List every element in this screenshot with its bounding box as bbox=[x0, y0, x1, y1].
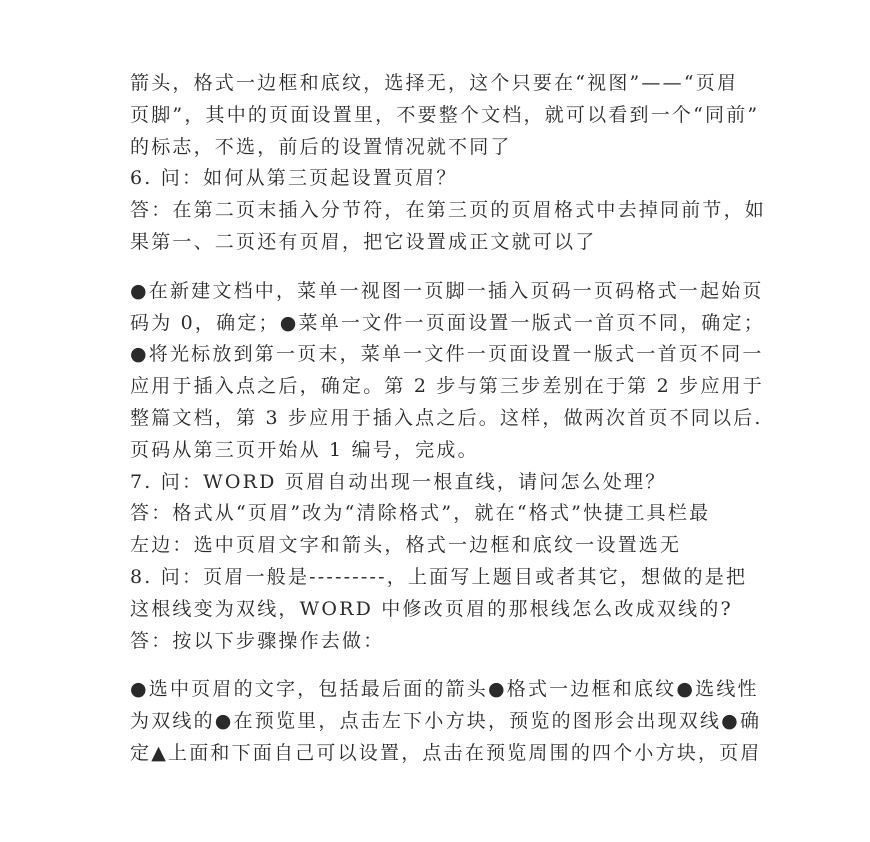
text-line: 答：按以下步骤操作去做： bbox=[130, 629, 385, 652]
text-line: 定▲上面和下面自己可以设置，点击在预览周围的四个小方块，页眉 bbox=[130, 741, 762, 764]
text-line: ●选中页眉的文字，包括最后面的箭头●格式一边框和底纹●选线性 bbox=[130, 678, 759, 701]
text-line: 为双线的●在预览里，点击左下小方块，预览的图形会出现双线●确 bbox=[130, 710, 762, 733]
text-line: 果第一、二页还有页眉，把它设置成正文就可以了 bbox=[130, 230, 597, 253]
text-line: 左边：选中页眉文字和箭头，格式一边框和底纹一设置选无 bbox=[130, 534, 682, 557]
text-line: 答：在第二页末插入分节符，在第三页的页眉格式中去掉同前节，如 bbox=[130, 199, 767, 222]
text-line: 应用于插入点之后，确定。第 2 步与第三步差别在于第 2 步应用于 bbox=[130, 375, 764, 398]
text-line: 箭头，格式一边框和底纹，选择无，这个只要在“视图”——“页眉 bbox=[130, 72, 739, 94]
text-line: 7. 问：WORD 页眉自动出现一根直线，请问怎么处理？ bbox=[130, 470, 667, 493]
text-line: 8. 问：页眉一般是---------，上面写上题目或者其它，想做的是把 bbox=[130, 565, 748, 588]
text-line: 答：格式从“页眉”改为“清除格式”，就在“格式”快捷工具栏最 bbox=[130, 502, 711, 525]
text-line: 的标志，不选，前后的设置情况就不同了 bbox=[130, 135, 512, 158]
text-line: 这根线变为双线，WORD 中修改页眉的那根线怎么改成双线的? bbox=[130, 597, 733, 620]
text-line: ●在新建文档中，菜单一视图一页脚一插入页码一页码格式一起始页 bbox=[130, 279, 764, 302]
text-line: 码为 0，确定；●菜单一文件一页面设置一版式一首页不同，确定； bbox=[130, 311, 765, 334]
text-line: 6. 问：如何从第三页起设置页眉？ bbox=[130, 167, 458, 190]
text-line: ●将光标放到第一页末，菜单一文件一页面设置一版式一首页不同一 bbox=[130, 343, 764, 366]
text-line: 页脚”，其中的页面设置里，不要整个文档，就可以看到一个“同前” bbox=[130, 103, 760, 126]
text-line: 页码从第三页开始从 1 编号，完成。 bbox=[130, 438, 479, 461]
text-line: 整篇文档，第 3 步应用于插入点之后。这样，做两次首页不同以后. bbox=[130, 406, 763, 429]
